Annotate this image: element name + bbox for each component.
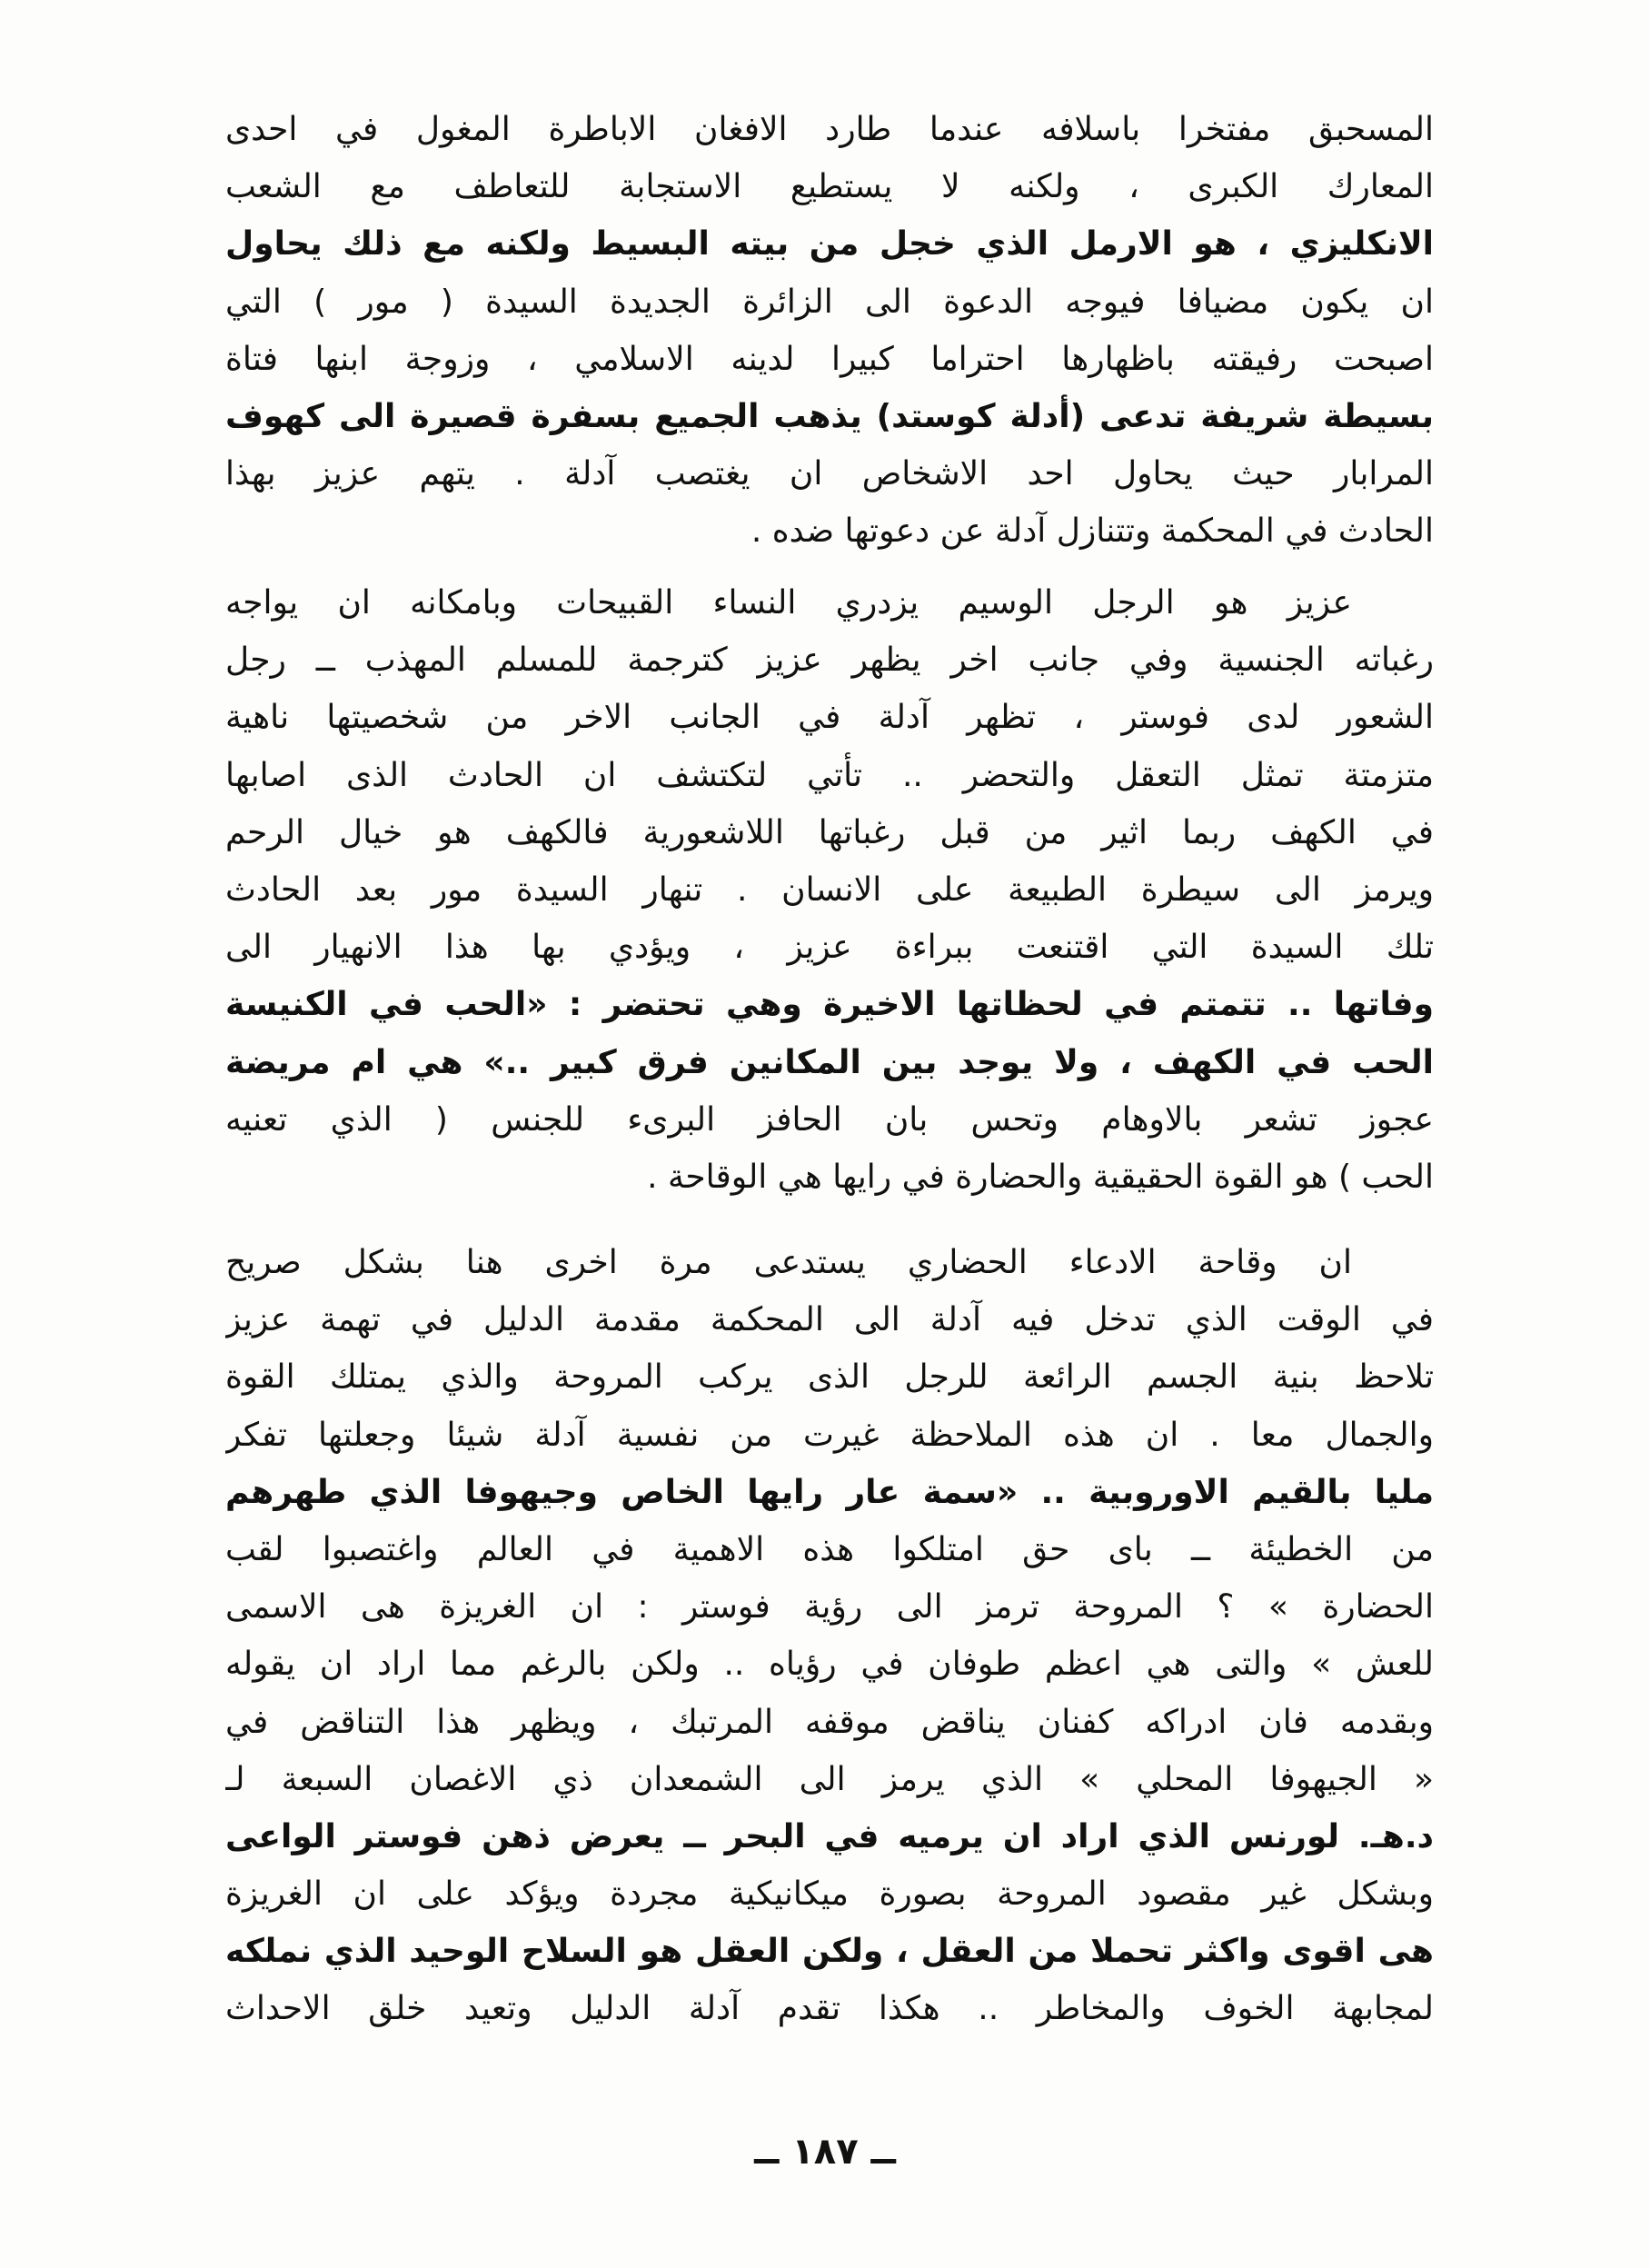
paragraph-3	[225, 1234, 1434, 2038]
page-number: ــ ١٨٧ ــ	[754, 2131, 896, 2173]
text-line: الحب في الكهف ، ولا يوجد بين المكانين فرق كبير ..» هي ام مريضة	[225, 1043, 1434, 1081]
text-line: الشعور لدى فوستر ، تظهر آدلة في الجانب الاخر من شخصيتها ناهية	[225, 699, 1434, 737]
text-line: لمجابهة الخوف والمخاطر .. هكذا تقدم آدلة الدليل وتعيد خلق الاحداث	[225, 1990, 1434, 2028]
text-line: عزيز هو الرجل الوسيم يزدري النساء القبيحات وبامكانه ان يواجه	[225, 584, 1352, 622]
paragraph-1	[225, 101, 1434, 561]
text-line: « الجيهوفا المحلي » الذي يرمز الى الشمعدان ذي الاغصان السبعة لـ	[225, 1760, 1434, 1798]
text-line: متزمتة تمثل التعقل والتحضر .. تأتي لتكتشف ان الحادث الذى اصابها	[225, 756, 1434, 794]
text-line: بسيطة شريفة تدعى (أدلة كوستد) يذهب الجميع بسفرة قصيرة الى كهوف	[225, 397, 1434, 435]
text-line: هى اقوى واكثر تحملا من العقل ، ولكن العقل هو السلاح الوحيد الذي نملكه	[225, 1933, 1434, 1971]
text-line: للعش » والتى هي اعظم طوفان في رؤياه .. ولكن بالرغم مما اراد ان يقوله	[225, 1646, 1434, 1684]
text-line: مليا بالقيم الاوروبية .. «سمة عار رايها الخاص وجيهوفا الذي طهرهم	[225, 1473, 1434, 1511]
text-line: تلاحظ بنية الجسم الرائعة للرجل الذى يركب المروحة والذي يمتلك القوة	[225, 1358, 1434, 1397]
text-line: في الوقت الذي تدخل فيه آدلة الى المحكمة مقدمة الدليل في تهمة عزيز	[225, 1301, 1434, 1339]
text-line: في الكهف ربما اثير من قبل رغباتها اللاشعورية فالكهف هو خيال الرحم	[225, 813, 1434, 851]
text-line: المرابار حيث يحاول احد الاشخاص ان يغتصب آدلة . يتهم عزيز بهذا	[225, 455, 1434, 493]
text-line: وبقدمه فان ادراكه كفنان يناقض موقفه المرتبك ، ويظهر هذا التناقض في	[225, 1703, 1434, 1741]
text-line: وفاتها .. تتمتم في لحظاتها الاخيرة وهي تحتضر : «الحب في الكنيسة	[225, 986, 1434, 1024]
text-line: والجمال معا . ان هذه الملاحظة غيرت من نفسية آدلة شيئا وجعلتها تفكر	[225, 1416, 1434, 1454]
text-line: من الخطيئة ــ باى حق امتلكوا هذه الاهمية في العالم واغتصبوا لقب	[225, 1530, 1434, 1568]
text-line: د.هـ. لورنس الذي اراد ان يرميه في البحر ــ يعرض ذهن فوستر الواعى	[225, 1817, 1434, 1855]
text-line: الحادث في المحكمة وتتنازل آدلة عن دعوتها ضده .	[750, 512, 1434, 551]
text-line: رغباته الجنسية وفي جانب اخر يظهر عزيز كترجمة للمسلم المهذب ــ رجل	[225, 642, 1434, 680]
text-line: اصبحت رفيقته باظهارها احتراما كبيرا لدينه الاسلامي ، وزوجة ابنها فتاة	[225, 340, 1434, 378]
text-line: عجوز تشعر بالاوهام وتحس بان الحافز البرىء للجنس ( الذي تعنيه	[225, 1100, 1434, 1139]
text-line: ان وقاحة الادعاء الحضاري يستدعى مرة اخرى هنا بشكل صريح	[225, 1244, 1352, 1281]
text-line: المعارك الكبرى ، ولكنه لا يستطيع الاستجابة للتعاطف مع الشعب	[225, 168, 1434, 206]
text-line: الحضارة » ؟ المروحة ترمز الى رؤية فوستر : ان الغريزة هى الاسمى	[225, 1588, 1434, 1626]
text-line: تلك السيدة التي اقتنعت ببراءة عزيز ، ويؤدي بها هذا الانهيار الى	[225, 929, 1434, 967]
text-line: المسحبق مفتخرا باسلافه عندما طارد الافغان الاباطرة المغول في احدى	[225, 111, 1434, 148]
paragraph-2	[225, 574, 1434, 1206]
text-line: وبشكل غير مقصود المروحة بصورة ميكانيكية مجردة ويؤكد على ان الغريزة	[225, 1875, 1434, 1914]
text-line: الانكليزي ، هو الارمل الذي خجل من بيته البسيط ولكنه مع ذلك يحاول	[225, 225, 1434, 264]
text-line: الحب ) هو القوة الحقيقية والحضارة في رايها هي الوقاحة .	[647, 1158, 1434, 1196]
text-line: ويرمز الى سيطرة الطبيعة على الانسان . تنهار السيدة مور بعد الحادث	[225, 870, 1434, 909]
text-line: ان يكون مضيافا فيوجه الدعوة الى الزائرة الجديدة السيدة ( مور ) التي	[225, 283, 1434, 321]
